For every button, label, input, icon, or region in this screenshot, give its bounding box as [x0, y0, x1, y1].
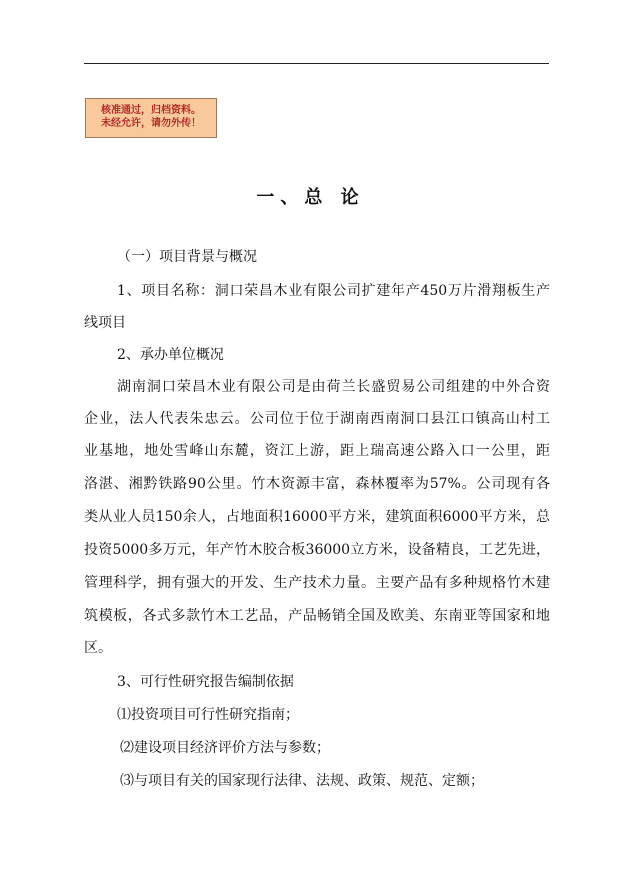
basis-item: ⑵建设项目经济评价方法与参数；: [120, 740, 330, 756]
paragraph-line: 洛湛、湘黔铁路90公里。竹木资源丰富，森林覆率为57%。公司现有各: [84, 476, 550, 492]
chapter-title: 一、总 论: [256, 187, 365, 208]
paragraph-line: 企业，法人代表朱忠云。公司位于位于湖南西南洞口县江口镇高山村工: [84, 411, 550, 427]
paragraph-line: 业基地，地处雪峰山东麓，资江上游，距上瑞高速公路入口一公里，距: [84, 443, 550, 459]
paragraph-line: 湖南洞口荣昌木业有限公司是由荷兰长盛贸易公司组建的中外合资: [117, 379, 550, 395]
basis-item: ⑴投资项目可行性研究指南；: [117, 707, 299, 723]
item-2-heading: 2、承办单位概况: [117, 347, 224, 363]
header-rule: [84, 63, 549, 64]
basis-item: ⑶与项目有关的国家现行法律、法规、政策、规范、定额；: [120, 773, 484, 789]
paragraph-line: 投资5000多万元，年产竹木胶合板36000立方米，设备精良，工艺先进，: [84, 542, 550, 558]
paragraph-line: 管理科学，拥有强大的开发、生产技术力量。主要产品有多种规格竹木建: [84, 575, 550, 591]
item-3-heading: 3、可行性研究报告编制依据: [117, 674, 294, 690]
paragraph-line: 区。: [84, 640, 112, 656]
paragraph-line: 筑模板，各式多款竹木工艺品，产品畅销全国及欧美、东南亚等国家和地: [84, 608, 550, 624]
approval-stamp: [85, 98, 217, 138]
stamp-line-2: 未经允许，请勿外传！: [101, 118, 201, 129]
stamp-line-1: 核准通过，归档资料。: [101, 105, 201, 116]
item-1-heading: 1、项目名称：洞口荣昌木业有限公司扩建年产450万片滑翔板生产: [117, 283, 550, 299]
paragraph-line: 类从业人员150余人，占地面积16000平方米，建筑面积6000平方米，总: [84, 509, 550, 525]
item-1-continuation: 线项目: [84, 315, 126, 331]
section-title: （一）项目背景与概况: [117, 249, 257, 265]
